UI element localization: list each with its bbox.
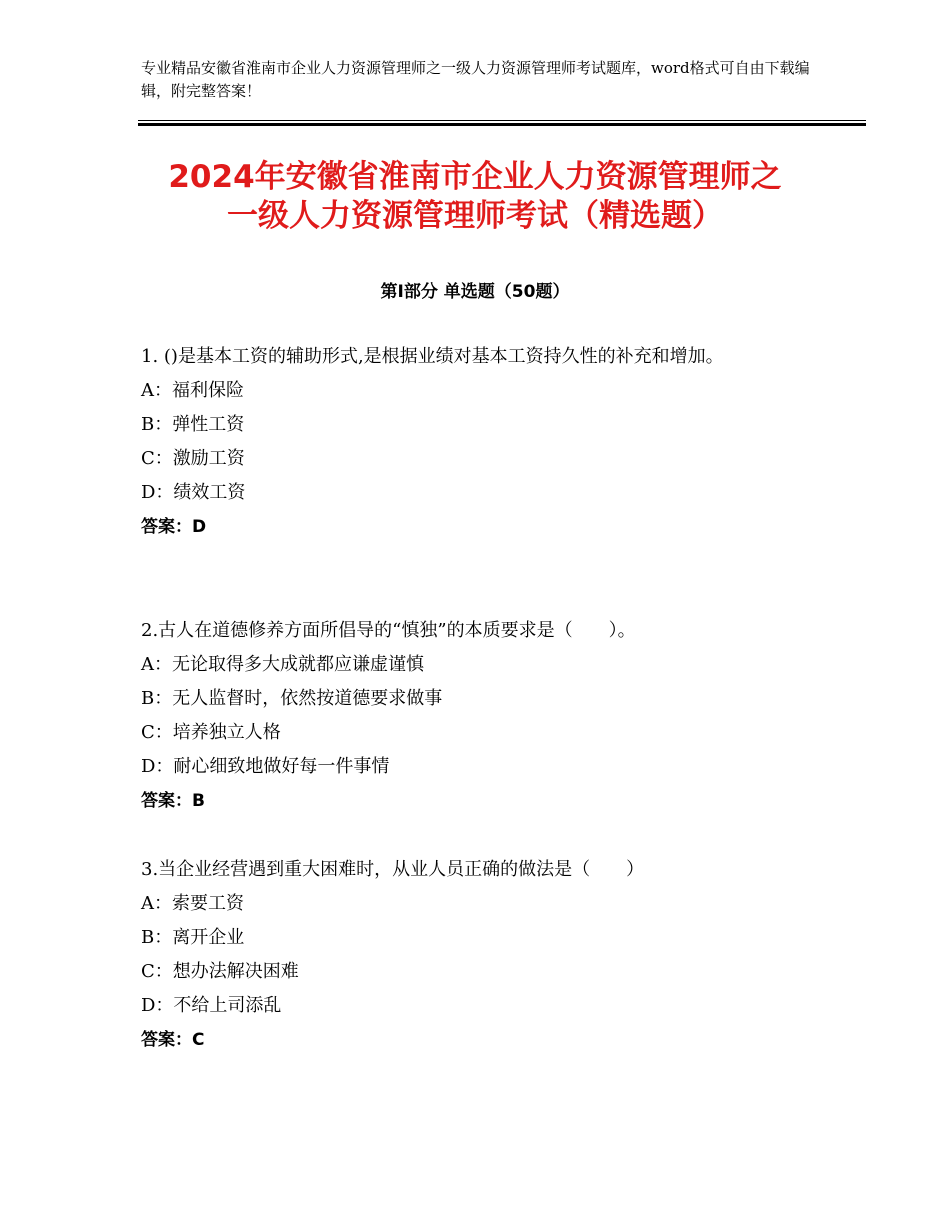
question-stem: 2.古人在道德修养方面所倡导的“慎独”的本质要求是（ ）。 — [141, 620, 636, 641]
document-title — [110, 158, 840, 236]
option-d: D：绩效工资 — [141, 482, 246, 503]
question-3 — [141, 853, 831, 1057]
option-a: A：福利保险 — [141, 380, 244, 401]
question-stem: 1. ()是基本工资的辅助形式,是根据业绩对基本工资持久性的补充和增加。 — [141, 346, 724, 367]
section-heading: 第Ⅰ部分 单选题（50题） — [380, 282, 570, 302]
option-a: A：索要工资 — [141, 893, 244, 914]
question-1 — [141, 340, 831, 544]
option-c: C：激励工资 — [141, 448, 245, 469]
document-title-line-1: 2024年安徽省淮南市企业人力资源管理师之 — [168, 159, 782, 195]
option-c: C：培养独立人格 — [141, 722, 281, 743]
option-a: A：无论取得多大成就都应谦虚谨慎 — [141, 654, 424, 675]
question-stem: 3.当企业经营遇到重大困难时，从业人员正确的做法是（ ） — [141, 859, 645, 880]
answer: 答案：C — [141, 1030, 205, 1050]
option-d: D：不给上司添乱 — [141, 995, 282, 1016]
answer: 答案：D — [141, 517, 207, 537]
answer: 答案：B — [141, 791, 205, 811]
option-c: C：想办法解决困难 — [141, 961, 299, 982]
option-d: D：耐心细致地做好每一件事情 — [141, 756, 390, 777]
question-2 — [141, 614, 831, 818]
header-divider-thin — [138, 120, 866, 121]
option-b: B：离开企业 — [141, 927, 245, 948]
header-divider-thick — [138, 123, 866, 126]
document-title-line-2: 一级人力资源管理师考试（精选题） — [227, 198, 723, 234]
option-b: B：无人监督时，依然按道德要求做事 — [141, 688, 443, 709]
header-note: 专业精品安徽省淮南市企业人力资源管理师之一级人力资源管理师考试题库，word格式可自由下载编辑，附完整答案！ — [141, 59, 810, 100]
option-b: B：弹性工资 — [141, 414, 245, 435]
